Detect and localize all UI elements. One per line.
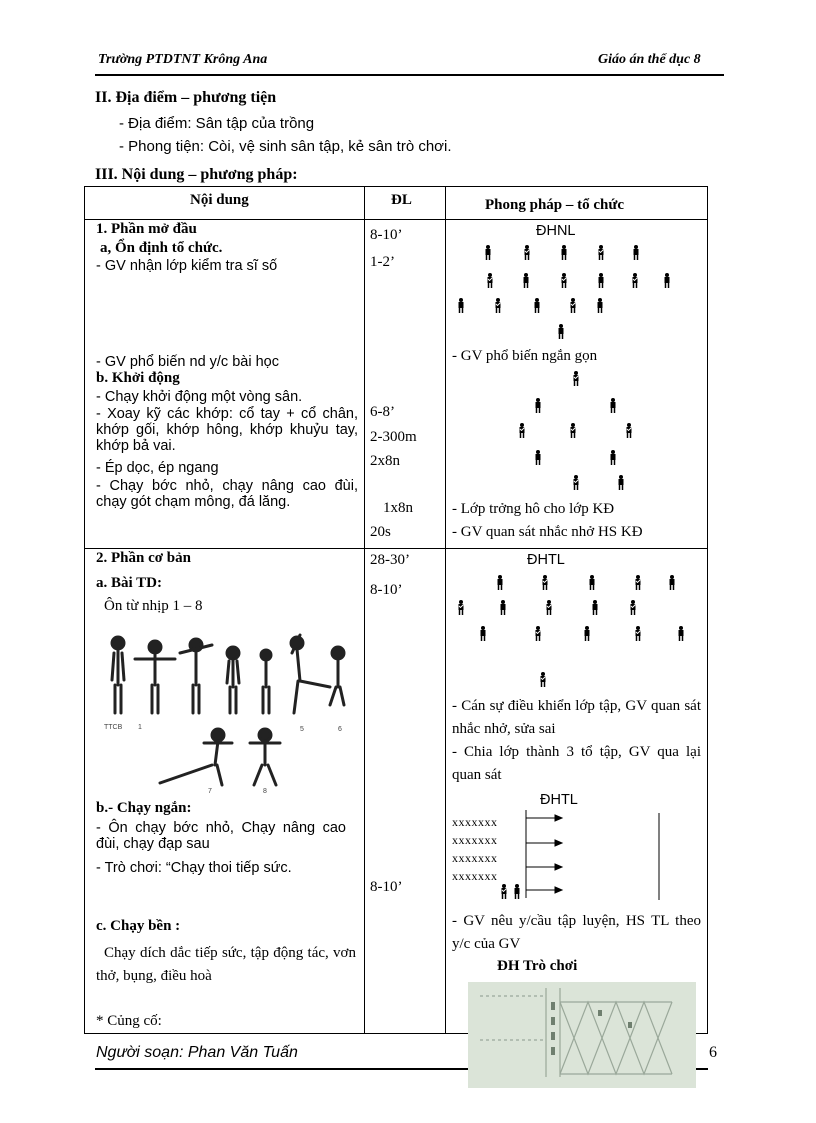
part1-b-title: b. Khởi động bbox=[96, 370, 180, 386]
method-note: - GV quan sát nhắc nhở HS KĐ bbox=[452, 524, 643, 540]
student-figure-icon bbox=[525, 245, 530, 260]
footer-author: Người soạn: Phan Văn Tuấn bbox=[96, 1044, 298, 1061]
student-figure-icon bbox=[536, 450, 541, 465]
part2-b-line: - Ôn chạy bớc nhỏ, Chạy nâng cao đùi, chạy đạp sau bbox=[96, 820, 346, 852]
method-note: - Lớp trởng hô cho lớp KĐ bbox=[452, 501, 615, 517]
part1-b-line: - Chạy bớc nhỏ, chạy nâng cao đùi, chạy gót chạm mông, đá lăng. bbox=[96, 478, 358, 510]
dl-value: 20s bbox=[370, 524, 391, 540]
exercise-pose bbox=[250, 729, 280, 785]
student-figure-icon bbox=[619, 475, 624, 490]
exercise-pose bbox=[160, 729, 232, 785]
exercise-pose bbox=[227, 647, 239, 713]
student-figure-icon bbox=[598, 298, 603, 313]
student-figure-icon bbox=[590, 575, 595, 590]
formation-label: ĐHTL bbox=[527, 552, 565, 568]
dl-value: 8-10’ bbox=[370, 879, 403, 895]
student-figure-icon bbox=[562, 273, 567, 288]
part2-a-title: a. Bài TD: bbox=[96, 575, 162, 591]
dl-value: 1-2’ bbox=[370, 254, 395, 270]
student-figure-icon bbox=[571, 298, 576, 313]
section-2-bullet: - Địa điểm: Sân tập của trồng bbox=[119, 115, 315, 132]
formation-label: ĐHTL bbox=[540, 792, 578, 808]
student-figure-icon bbox=[631, 600, 636, 615]
student-figure-icon bbox=[541, 672, 546, 687]
student-figure-icon bbox=[536, 398, 541, 413]
student-figure-icon bbox=[498, 575, 503, 590]
dl-value: 2x8n bbox=[370, 453, 400, 469]
exercise-figure-image bbox=[100, 625, 350, 795]
part2-b-line: - Trò chơi: “Chạy thoi tiếp sức. bbox=[96, 860, 292, 876]
consolidate: * Củng cố: bbox=[96, 1013, 162, 1029]
figure-label: TTCB bbox=[104, 724, 123, 731]
col-header-content: Nội dung bbox=[190, 192, 249, 208]
student-figure-icon bbox=[488, 273, 493, 288]
dl-value: 2-300m bbox=[370, 429, 417, 445]
game-diagram-image bbox=[468, 982, 696, 1088]
student-figure-icon bbox=[636, 575, 641, 590]
method-note: - Chia lớp thành 3 tổ tập, GV qua lại quan sát bbox=[452, 744, 701, 783]
student-figure-icon bbox=[536, 626, 541, 641]
part2-c-title: c. Chạy bền : bbox=[96, 918, 181, 934]
header-rule bbox=[95, 74, 724, 76]
relay-team: xxxxxxx bbox=[452, 815, 498, 829]
formation-diagram-2 bbox=[445, 570, 707, 690]
part1-b-line: - Ép dọc, ép ngang bbox=[96, 460, 219, 476]
part2-title: 2. Phần cơ bản bbox=[96, 550, 191, 566]
formation-diagram-1 bbox=[445, 220, 707, 540]
dl-value: 8-10’ bbox=[370, 582, 403, 598]
part1-a-text: - GV nhận lớp kiểm tra sĩ số bbox=[96, 258, 278, 274]
method-note: - Cán sự điều khiển lớp tập, GV quan sát nhắc nhở, sửa sai bbox=[452, 698, 701, 737]
part2-b-title: b.- Chạy ngắn: bbox=[96, 800, 192, 816]
student-figure-icon bbox=[481, 626, 486, 641]
game-title: ĐH Trò chơi bbox=[497, 958, 578, 974]
student-figure-icon bbox=[535, 298, 540, 313]
student-figure-icon bbox=[559, 324, 564, 339]
footer-rule bbox=[696, 1068, 708, 1070]
student-figure-icon bbox=[459, 600, 464, 615]
student-figure-icon bbox=[515, 884, 520, 899]
section-3-title: III. Nội dung – phương pháp: bbox=[95, 166, 298, 183]
relay-team: xxxxxxx bbox=[452, 851, 498, 865]
section-2-bullet: - Phong tiện: Còi, vệ sinh sân tập, kẻ sân trò chơi. bbox=[119, 138, 452, 155]
dl-value: 6-8’ bbox=[370, 404, 395, 420]
student-figure-icon bbox=[562, 245, 567, 260]
col-header-dl: ĐL bbox=[391, 192, 412, 208]
method-note: - GV phổ biến ngắn gọn bbox=[452, 348, 598, 364]
method-note: - GV nêu y/cầu tập luyện, HS TL theo y/c của GV bbox=[452, 913, 701, 952]
exercise-pose bbox=[330, 647, 344, 705]
figure-label: 7 bbox=[208, 788, 212, 795]
student-figure-icon bbox=[524, 273, 529, 288]
exercise-pose bbox=[180, 639, 212, 713]
student-figure-icon bbox=[627, 423, 632, 438]
exercise-pose bbox=[291, 635, 330, 713]
section-2-title: II. Địa điểm – phương tiện bbox=[95, 89, 277, 106]
part2-a-text: Ôn từ nhịp 1 – 8 bbox=[104, 598, 203, 614]
header-subject: Giáo án thể dục 8 bbox=[598, 52, 701, 67]
student-figure-icon bbox=[520, 423, 525, 438]
dl-value: 1x8n bbox=[383, 500, 413, 516]
student-figure-icon bbox=[496, 298, 501, 313]
student-figure-icon bbox=[543, 575, 548, 590]
relay-team: xxxxxxx bbox=[452, 869, 498, 883]
figure-label: 8 bbox=[263, 788, 267, 795]
student-figure-icon bbox=[459, 298, 464, 313]
part1-title: 1. Phần mở đầu bbox=[96, 221, 197, 237]
student-figure-icon bbox=[636, 626, 641, 641]
student-figure-icon bbox=[679, 626, 684, 641]
student-figure-icon bbox=[670, 575, 675, 590]
figure-label: 5 bbox=[300, 726, 304, 733]
part2-c-text: Chạy dích dắc tiếp sức, tập động tác, vơn thở, bụng, điều hoà bbox=[96, 945, 356, 984]
student-figure-icon bbox=[593, 600, 598, 615]
student-figure-icon bbox=[599, 245, 604, 260]
student-figure-icon bbox=[486, 245, 491, 260]
part1-phobien: - GV phổ biến nd y/c bài học bbox=[96, 354, 279, 370]
student-figure-icon bbox=[501, 600, 506, 615]
exercise-pose bbox=[112, 637, 124, 713]
student-figure-icon bbox=[547, 600, 552, 615]
student-figure-icon bbox=[574, 475, 579, 490]
student-figure-icon bbox=[665, 273, 670, 288]
figure-label: 6 bbox=[338, 726, 342, 733]
page-number: 6 bbox=[709, 1044, 717, 1061]
formation-label: ĐHNL bbox=[536, 223, 576, 239]
figure-label: 1 bbox=[138, 724, 142, 731]
relay-diagram bbox=[445, 805, 665, 905]
part1-b-line: - Xoay kỹ các khớp: cổ tay + cổ chân, khớp gối, khớp hông, khớp khuỷu tay, khớp bả vai. bbox=[96, 406, 358, 454]
dl-value: 28-30’ bbox=[370, 552, 410, 568]
part1-a-title: a, Ổn định tổ chức. bbox=[100, 240, 223, 256]
student-figure-icon bbox=[571, 423, 576, 438]
part1-b-line: - Chạy khởi động một vòng sân. bbox=[96, 389, 303, 405]
student-figure-icon bbox=[585, 626, 590, 641]
col-header-method: Phong pháp – tổ chức bbox=[485, 197, 625, 213]
student-figure-icon bbox=[599, 273, 604, 288]
student-figure-icon bbox=[502, 884, 507, 899]
student-figure-icon bbox=[633, 273, 638, 288]
relay-team: xxxxxxx bbox=[452, 833, 498, 847]
exercise-pose bbox=[135, 641, 175, 713]
footer-rule bbox=[95, 1068, 468, 1070]
dl-value: 8-10’ bbox=[370, 227, 403, 243]
student-figure-icon bbox=[611, 450, 616, 465]
student-figure-icon bbox=[611, 398, 616, 413]
exercise-pose bbox=[261, 650, 271, 713]
student-figure-icon bbox=[574, 371, 579, 386]
header-school: Trường PTDTNT Krông Ana bbox=[98, 52, 268, 67]
student-figure-icon bbox=[634, 245, 639, 260]
